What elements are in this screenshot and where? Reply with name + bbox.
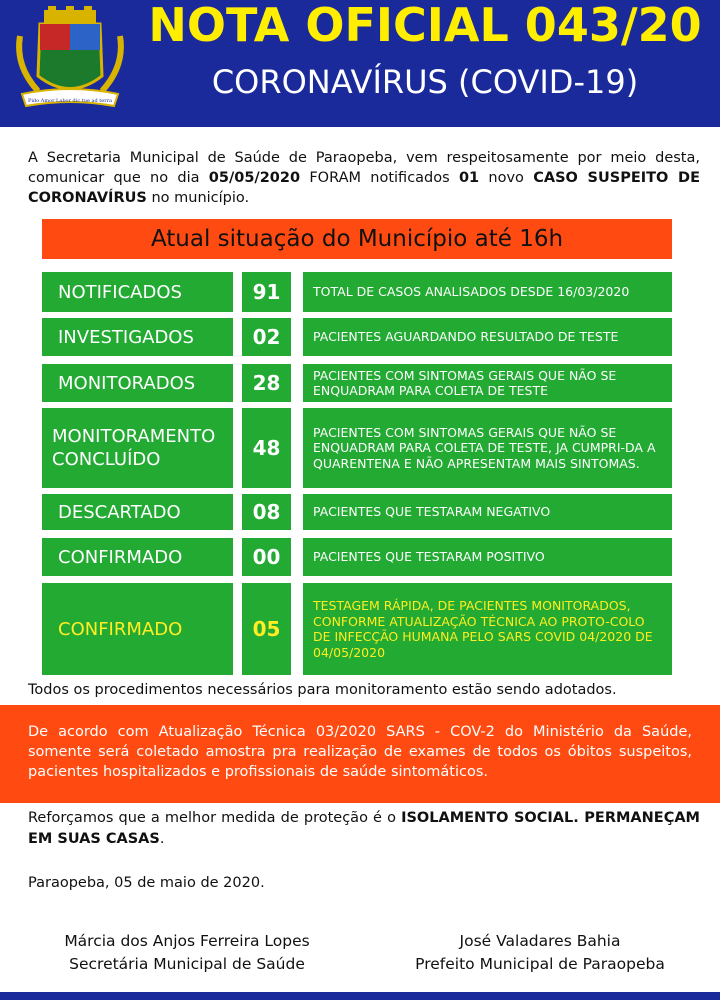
row-label: NOTIFICADOS	[42, 272, 233, 312]
row-description: PACIENTES COM SINTOMAS GERAIS QUE NÃO SE ENQUADRAM PARA COLETA DE TESTE	[303, 364, 672, 402]
signature-role: Prefeito Municipal de Paraopeba	[415, 955, 665, 973]
row-value: 00	[242, 538, 291, 576]
crest-motto: Pido Amor Labor dic tue ad terra	[27, 98, 113, 104]
reinforce-bold: ISOLAMENTO SOCIAL. PERMANEÇAM EM SUAS CASAS	[28, 810, 700, 847]
intro-text-1: A Secretaria Municipal de Saúde de Paraopeba, vem respeitosamente por meio desta, comunicar que no dia	[28, 150, 700, 186]
status-row-descartado	[42, 494, 672, 530]
intro-text-2: FORAM notificados	[300, 170, 459, 186]
row-label: MONITORAMENTO CONCLUÍDO	[42, 408, 233, 488]
intro-paragraph	[28, 148, 700, 208]
row-description: TESTAGEM RÁPIDA, DE PACIENTES MONITORADOS, CONFORME ATUALIZAÇÃO TÉCNICA AO PROTO-COLO DE INFECÇÃO HUMANA PELO SARS COVID 04/2020 DE 04/05/2020	[303, 583, 672, 675]
date-line: Paraopeba, 05 de maio de 2020.	[28, 875, 265, 891]
reinforce-end: .	[159, 831, 165, 847]
status-row-notificados	[42, 272, 672, 312]
row-value: 02	[242, 318, 291, 356]
reinforce-text: Reforçamos que a melhor medida de proteção é o	[28, 810, 402, 826]
bottom-bar	[0, 992, 720, 1000]
page-title: NOTA OFICIAL 043/20	[148, 0, 702, 52]
intro-count: 01	[458, 170, 480, 186]
signature-secretary	[22, 930, 352, 976]
row-description: PACIENTES AGUARDANDO RESULTADO DE TESTE	[303, 318, 672, 356]
row-label: MONITORADOS	[42, 364, 233, 402]
signature-role: Secretária Municipal de Saúde	[69, 955, 305, 973]
header-banner	[0, 0, 720, 127]
intro-date: 05/05/2020	[208, 170, 301, 186]
procedures-note: Todos os procedimentos necessários para monitoramento estão sendo adotados.	[28, 682, 617, 698]
row-value: 05	[242, 583, 291, 675]
row-label: CONFIRMADO	[42, 583, 233, 675]
intro-text-3: novo	[479, 170, 534, 186]
row-description: PACIENTES COM SINTOMAS GERAIS QUE NÃO SE ENQUADRAM PARA COLETA DE TESTE, JA CUMPRI-DA A QUARENTENA E NÃO APRESENTAM MAIS SINTOMAS.	[303, 408, 672, 488]
status-row-monitorados	[42, 364, 672, 402]
row-description: TOTAL DE CASOS ANALISADOS DESDE 16/03/2020	[303, 272, 672, 312]
situation-banner: Atual situação do Município até 16h	[42, 219, 672, 259]
signature-name: Márcia dos Anjos Ferreira Lopes	[64, 932, 310, 950]
intro-case-label: CASO SUSPEITO DE CORONAVÍRUS	[28, 170, 700, 206]
row-value: 28	[242, 364, 291, 402]
row-label: CONFIRMADO	[42, 538, 233, 576]
status-row-confirmado	[42, 538, 672, 576]
row-value: 08	[242, 494, 291, 530]
status-row-investigados	[42, 318, 672, 356]
page-subtitle: CORONAVÍRUS (COVID-19)	[211, 63, 639, 101]
status-row-monitoramento-concluido	[42, 408, 672, 488]
status-row-confirmado-testagem	[42, 583, 672, 675]
intro-text-4: no município.	[146, 190, 250, 206]
row-label: DESCARTADO	[42, 494, 233, 530]
row-description: PACIENTES QUE TESTARAM NEGATIVO	[303, 494, 672, 530]
signature-name: José Valadares Bahia	[459, 932, 621, 950]
row-label: INVESTIGADOS	[42, 318, 233, 356]
municipal-crest-icon	[10, 6, 130, 116]
row-description: PACIENTES QUE TESTARAM POSITIVO	[303, 538, 672, 576]
row-value: 48	[242, 408, 291, 488]
signature-mayor	[375, 930, 705, 976]
reinforce-paragraph	[28, 808, 700, 850]
technical-notice: De acordo com Atualização Técnica 03/2020 SARS - COV-2 do Ministério da Saúde, somente será coletado amostra pra realização de exames de todos os óbitos suspeitos, pacientes hospitalizados e profissionais de saúde sintomáticos.	[0, 705, 720, 803]
row-value: 91	[242, 272, 291, 312]
